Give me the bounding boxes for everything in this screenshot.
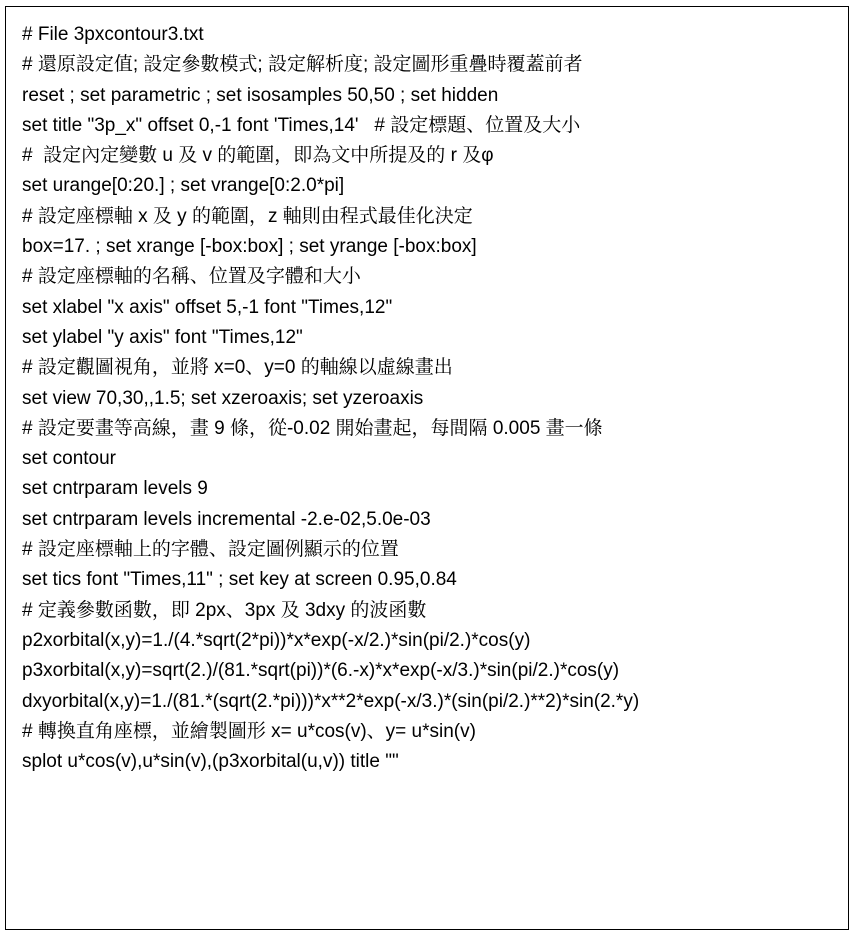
code-line-16: set cntrparam levels 9 <box>22 478 208 500</box>
code-line-7: # 設定座標軸 x 及 y 的範圍，z 軸則由程式最佳化決定 <box>22 205 473 227</box>
code-line-5: # 設定內定變數 u 及 v 的範圍，即為文中所提及的 r 及φ <box>22 145 494 167</box>
code-line-14: # 設定要畫等高線，畫 9 條，從-0.02 開始畫起，每間隔 0.005 畫一條 <box>22 417 603 439</box>
document-frame <box>5 6 849 930</box>
code-line-19: set tics font "Times,11" ; set key at screen 0.95,0.84 <box>22 569 457 591</box>
code-line-6: set urange[0:20.] ; set vrange[0:2.0*pi] <box>22 175 345 197</box>
code-line-1: # File 3pxcontour3.txt <box>22 24 204 45</box>
code-line-20: # 定義參數函數，即 2px、3px 及 3dxy 的波函數 <box>22 599 427 621</box>
code-line-13: set view 70,30,,1.5; set xzeroaxis; set yzeroaxis <box>22 387 424 409</box>
code-line-12: # 設定觀圖視角，並將 x=0、y=0 的軸線以虛線畫出 <box>22 357 453 379</box>
code-line-22: p3xorbital(x,y)=sqrt(2.)/(81.*sqrt(pi))*(6.-x)*x*exp(-x/3.)*sin(pi/2.)*cos(y) <box>22 660 620 682</box>
code-line-9: # 設定座標軸的名稱、位置及字體和大小 <box>22 266 361 288</box>
code-line-8: box=17. ; set xrange [-box:box] ; set yrange [-box:box] <box>22 236 477 258</box>
code-line-11: set ylabel "y axis" font "Times,12" <box>22 326 303 348</box>
code-line-2: # 還原設定值; 設定參數模式; 設定解析度; 設定圖形重疊時覆蓋前者 <box>22 54 583 76</box>
code-line-23: dxyorbital(x,y)=1./(81.*(sqrt(2.*pi)))*x**2*exp(-x/3.)*(sin(pi/2.)**2)*sin(2.*y) <box>22 690 640 712</box>
code-line-15: set contour <box>22 448 116 470</box>
code-line-17: set cntrparam levels incremental -2.e-02,5.0e-03 <box>22 508 431 530</box>
code-line-10: set xlabel "x axis" offset 5,-1 font "Times,12" <box>22 296 393 318</box>
code-line-18: # 設定座標軸上的字體、設定圖例顯示的位置 <box>22 539 399 561</box>
code-line-3: reset ; set parametric ; set isosamples 50,50 ; set hidden <box>22 84 499 106</box>
code-line-21: p2xorbital(x,y)=1./(4.*sqrt(2*pi))*x*exp(-x/2.)*sin(pi/2.)*cos(y) <box>22 629 531 651</box>
code-line-4: set title "3p_x" offset 0,-1 font 'Times,14' # 設定標題、位置及大小 <box>22 114 581 136</box>
code-line-24: # 轉換直角座標，並繪製圖形 x= u*cos(v)、y= u*sin(v) <box>22 720 476 742</box>
code-line-25: splot u*cos(v),u*sin(v),(p3xorbital(u,v)) title "" <box>22 751 399 773</box>
script-listing <box>22 20 842 777</box>
